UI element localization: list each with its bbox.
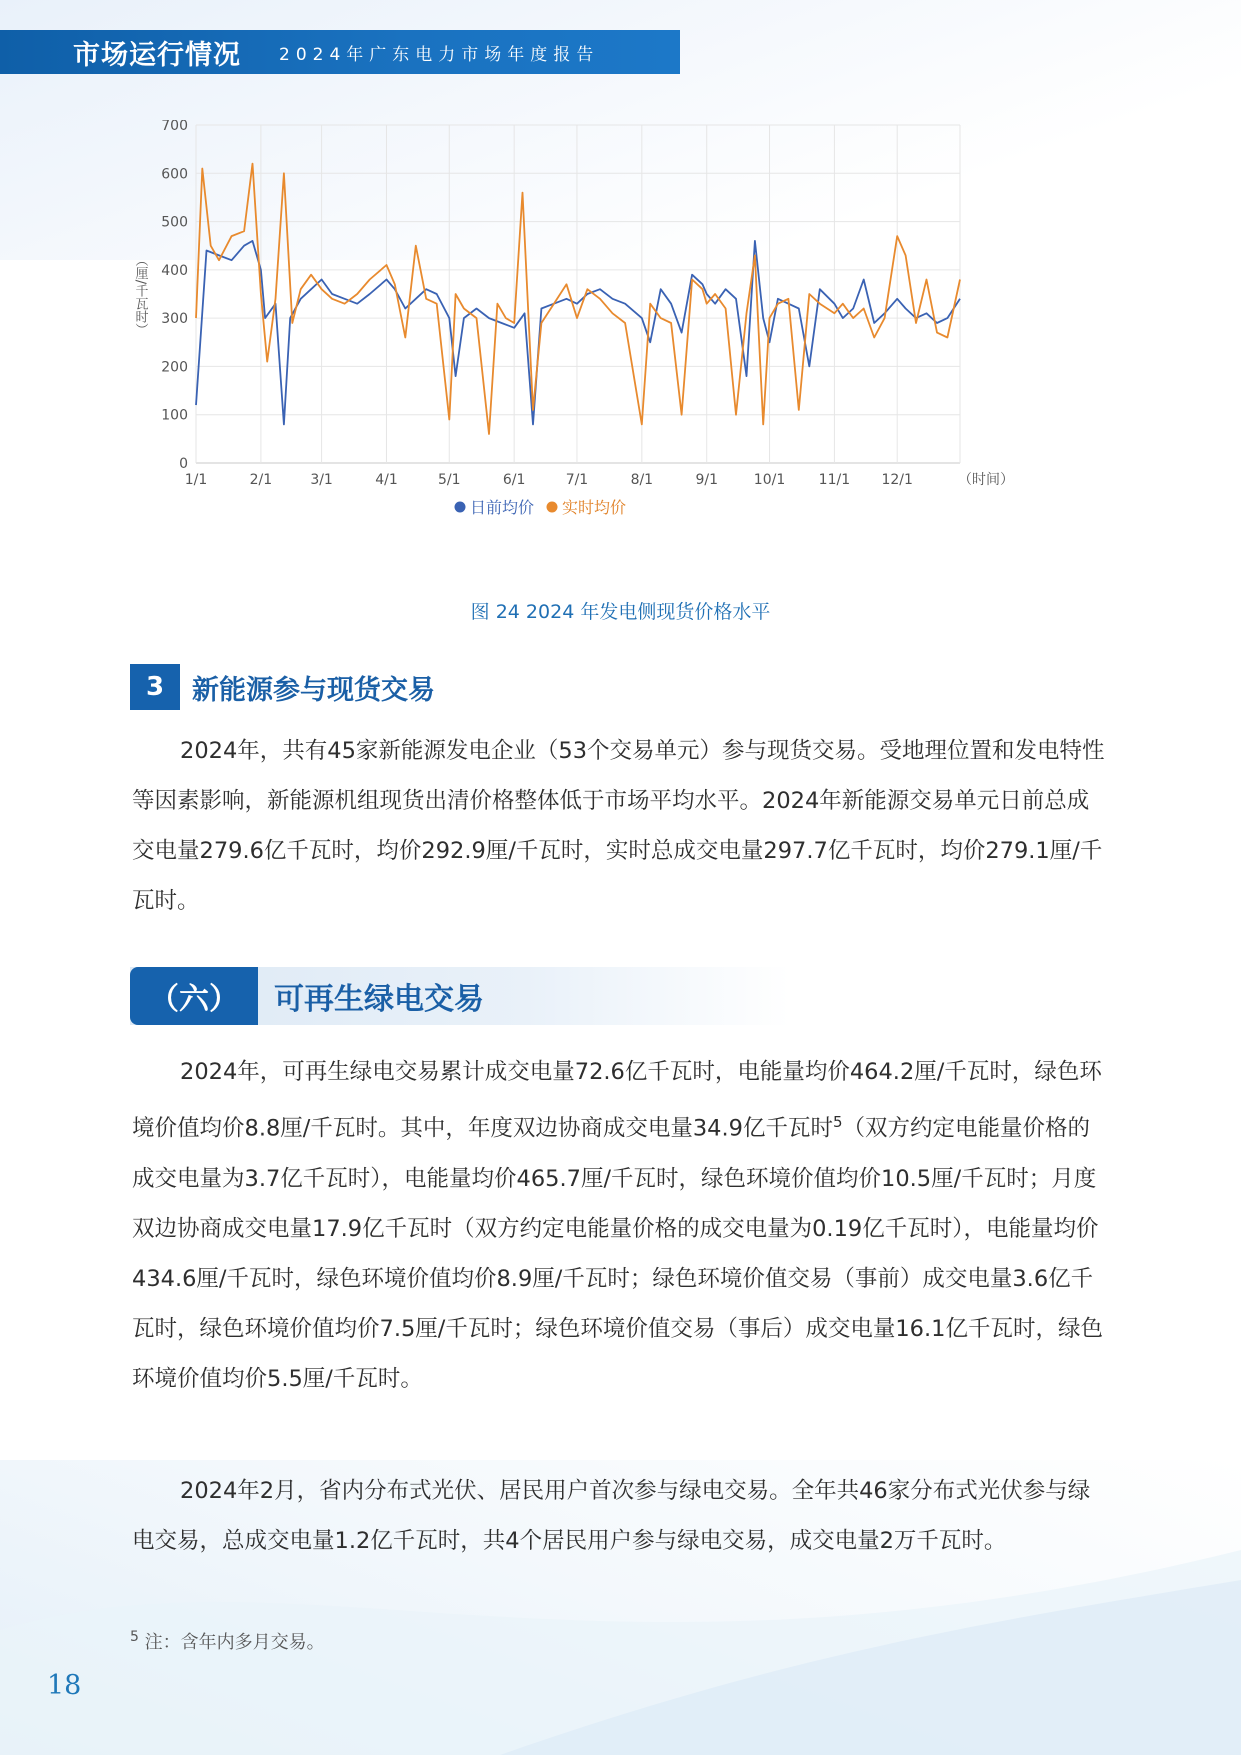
x-tick-label: 3/1 [310,472,333,488]
page-number: 18 [47,1670,82,1701]
subsection-number: 3 [130,664,180,710]
section-heading [130,967,790,1025]
x-tick-label: 7/1 [565,472,589,488]
footnote-mark: 5 [130,1629,139,1645]
y-tick-label: 700 [161,120,188,134]
header-section-title: 市场运行情况 [73,39,241,71]
x-tick-label: 1/1 [184,472,208,488]
header-bar [0,30,680,74]
x-tick-label: 6/1 [502,472,526,488]
series-day-ahead-line [196,241,960,425]
paragraph-new-energy: 2024年，共有45家新能源发电企业（53个交易单元）参与现货交易。受地理位置和发电特性等因素影响，新能源机组现货出清价格整体低于市场平均水平。2024年新能源交易单元日前总成交电量279.6亿千瓦时，均价292.9厘/千瓦时，实时总成交电量297.7亿千瓦时，均价279.1厘/千瓦时。 [132,738,1105,914]
x-tick-label: 2/1 [249,472,273,488]
section-title: 可再生绿电交易 [274,982,484,1017]
subsection-heading [130,664,435,710]
subsection-title: 新能源参与现货交易 [192,674,435,706]
x-axis-label: （时间） [958,472,1014,488]
series-real-time-line [196,164,960,434]
x-tick-label: 9/1 [695,472,718,488]
legend-real-time-label: 实时均价 [562,498,627,517]
paragraph-distributed-pv: 2024年2月，省内分布式光伏、居民用户首次参与绿电交易。全年共46家分布式光伏参与绿电交易，总成交电量1.2亿千瓦时，共4个居民用户参与绿电交易，成交电量2万千瓦时。 [132,1478,1091,1554]
y-tick-label: 200 [161,359,188,376]
section-number: （六） [130,967,258,1025]
x-tick-label: 8/1 [630,472,654,488]
x-tick-label: 10/1 [753,472,786,488]
x-tick-label: 5/1 [438,472,461,488]
footnote [130,1628,325,1654]
y-tick-label: 0 [179,456,188,472]
footnote-ref: 5 [832,1113,843,1131]
y-tick-label: 100 [161,407,188,424]
paragraph-green-power-part1: 2024年，可再生绿电交易累计成交电量72.6亿千瓦时，电能量均价464.2厘/千瓦时，绿色环境价值均价8.8厘/千瓦时。其中，年度双边协商成交电量34.9亿千瓦时 [132,1059,1102,1142]
paragraph-green-power [132,1047,1110,1404]
footnote-text: 注：含年内多月交易。 [144,1632,325,1653]
paragraph-green-power-part2: （双方约定电能量价格的成交电量为3.7亿千瓦时），电能量均价465.7厘/千瓦时，绿色环境价值均价10.5厘/千瓦时；月度双边协商成交电量17.9亿千瓦时（双方约定电能量价格的成交电量为0.19亿千瓦时），电能量均价434.6厘/千瓦时，绿色环境价值均价8.9厘/千瓦时；绿色环境价值交易（事前）成交电量3.6亿千瓦时，绿色环境价值均价7.5厘/千瓦时；绿色环境价值交易（事后）成交电量16.1亿千瓦时，绿色环境价值均价5.5厘/千瓦时。 [132,1115,1103,1392]
y-tick-label: 500 [161,214,188,231]
x-tick-label: 12/1 [881,472,913,488]
y-tick-label: 600 [161,166,188,183]
x-tick-label: 4/1 [375,472,398,488]
y-tick-label: 400 [161,262,188,279]
legend-real-time-marker [547,502,558,513]
y-axis-label: （厘/千瓦时） [132,253,148,337]
y-tick-label: 300 [161,311,188,328]
legend-day-ahead-label: 日前均价 [470,498,535,517]
legend-day-ahead-marker [455,502,466,513]
header-report-title: 2024年广东电力市场年度报告 [279,44,600,65]
figure-caption: 图 24 2024 年发电侧现货价格水平 [470,601,771,623]
price-chart-svg [120,120,1130,580]
price-chart [120,120,1130,580]
x-tick-label: 11/1 [818,472,851,488]
